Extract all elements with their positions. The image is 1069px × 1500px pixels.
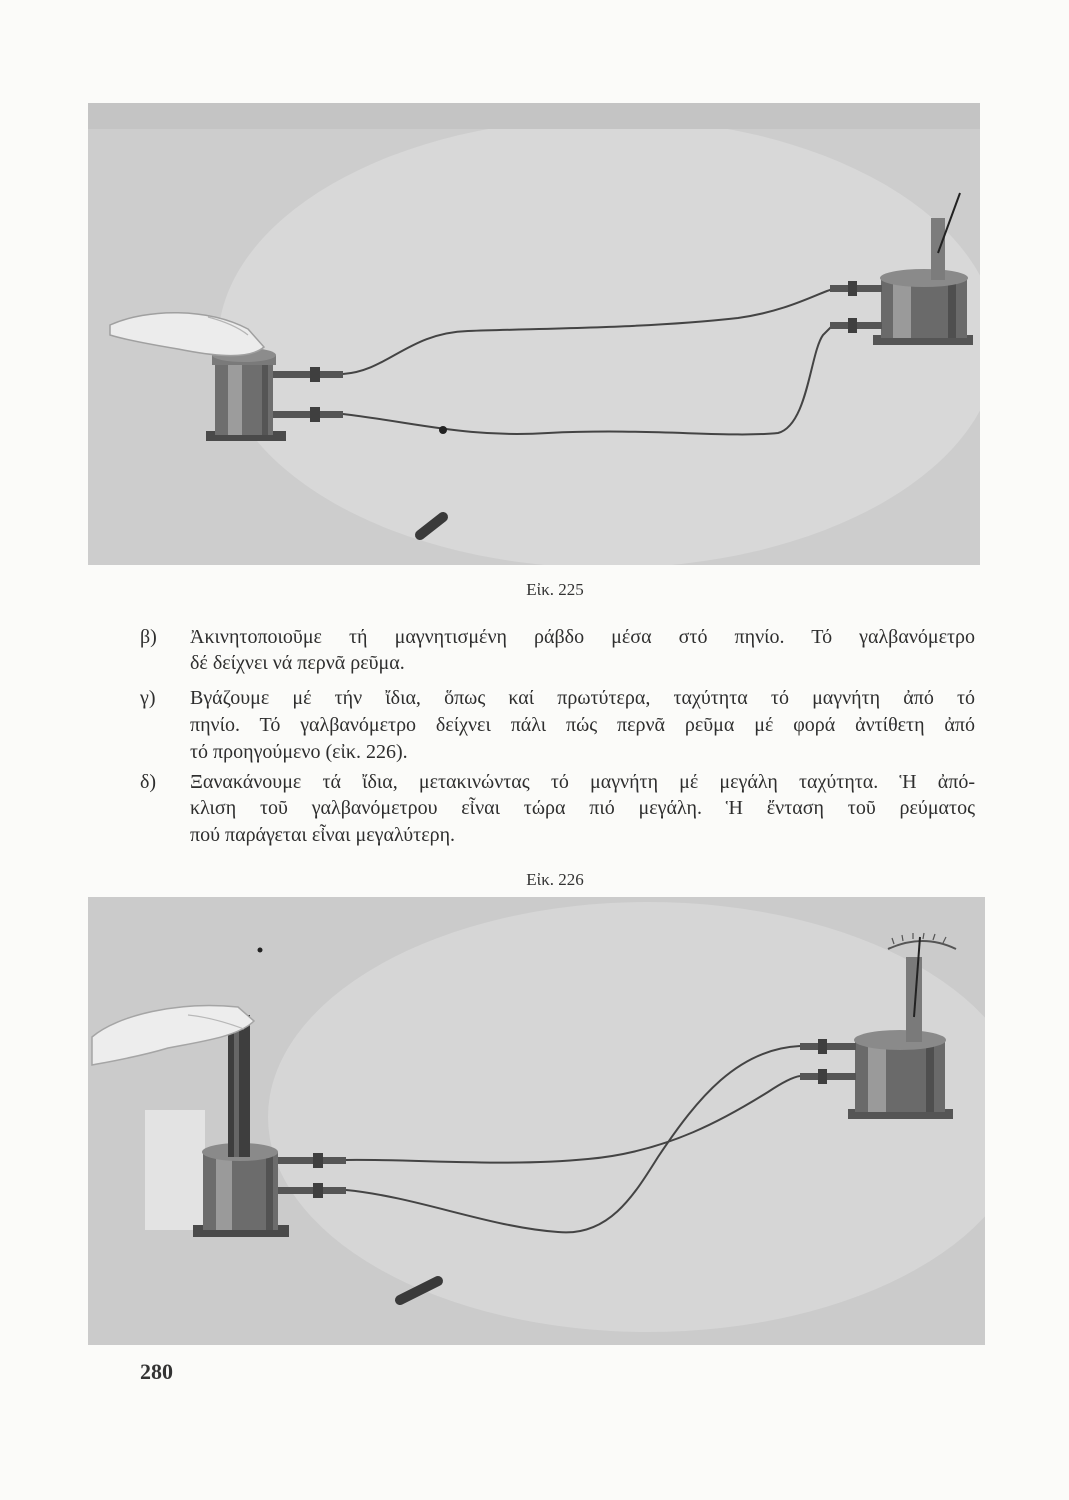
item-label-beta: β) bbox=[140, 626, 157, 648]
item-beta-line-2: δέ δείχνει νά περνᾶ ρεῦμα. bbox=[190, 652, 405, 674]
figure-225-photo bbox=[88, 103, 980, 565]
figure-226-photo bbox=[88, 897, 985, 1345]
item-gamma-line-1: Βγάζουμε μέ τήν ἴδια, ὅπως καί πρωτύτερα, ταχύτητα τό μαγνήτη ἀπό τό bbox=[190, 687, 975, 709]
item-label-gamma: γ) bbox=[140, 687, 156, 709]
small-dot bbox=[439, 426, 447, 434]
item-beta-line-1: Ἀκινητοποιοῦμε τή μαγνητισμένη ράβδο μέσα στό πηνίο. Τό γαλβανόμετρο bbox=[190, 626, 975, 648]
photo-top-shade bbox=[88, 103, 980, 129]
item-label-delta: δ) bbox=[140, 771, 157, 793]
figure-225-caption: Εἰκ. 225 bbox=[526, 580, 584, 599]
induction-coil bbox=[193, 1143, 289, 1237]
item-delta-line-3: πού παράγεται εἶναι μεγαλύτερη. bbox=[190, 824, 456, 846]
small-dot bbox=[258, 948, 263, 953]
item-gamma-line-2: πηνίο. Τό γαλβανόμετρο δείχνει πάλι πώς περνᾶ ρεῦμα μέ φορά ἀντίθετη ἀπό bbox=[190, 714, 975, 736]
photo-light-area bbox=[218, 118, 980, 565]
item-gamma-line-3: τό προηγούμενο (εἰκ. 226). bbox=[190, 741, 408, 763]
item-delta-line-1: Ξανακάνουμε τά ἴδια, μετακινώντας τό μαγνήτη μέ μεγάλη ταχύτητα. Ἡ ἀπό- bbox=[190, 771, 975, 793]
white-block bbox=[145, 1110, 205, 1230]
item-delta-line-2: κλιση τοῦ γαλβανόμετρου εἶναι τώρα πιό μεγάλη. Ἡ ἔνταση τοῦ ρεύματος bbox=[190, 797, 975, 819]
figure-226-caption: Εἰκ. 226 bbox=[526, 870, 584, 889]
page-number: 280 bbox=[140, 1359, 173, 1384]
bar-magnet-rod bbox=[228, 1015, 250, 1157]
